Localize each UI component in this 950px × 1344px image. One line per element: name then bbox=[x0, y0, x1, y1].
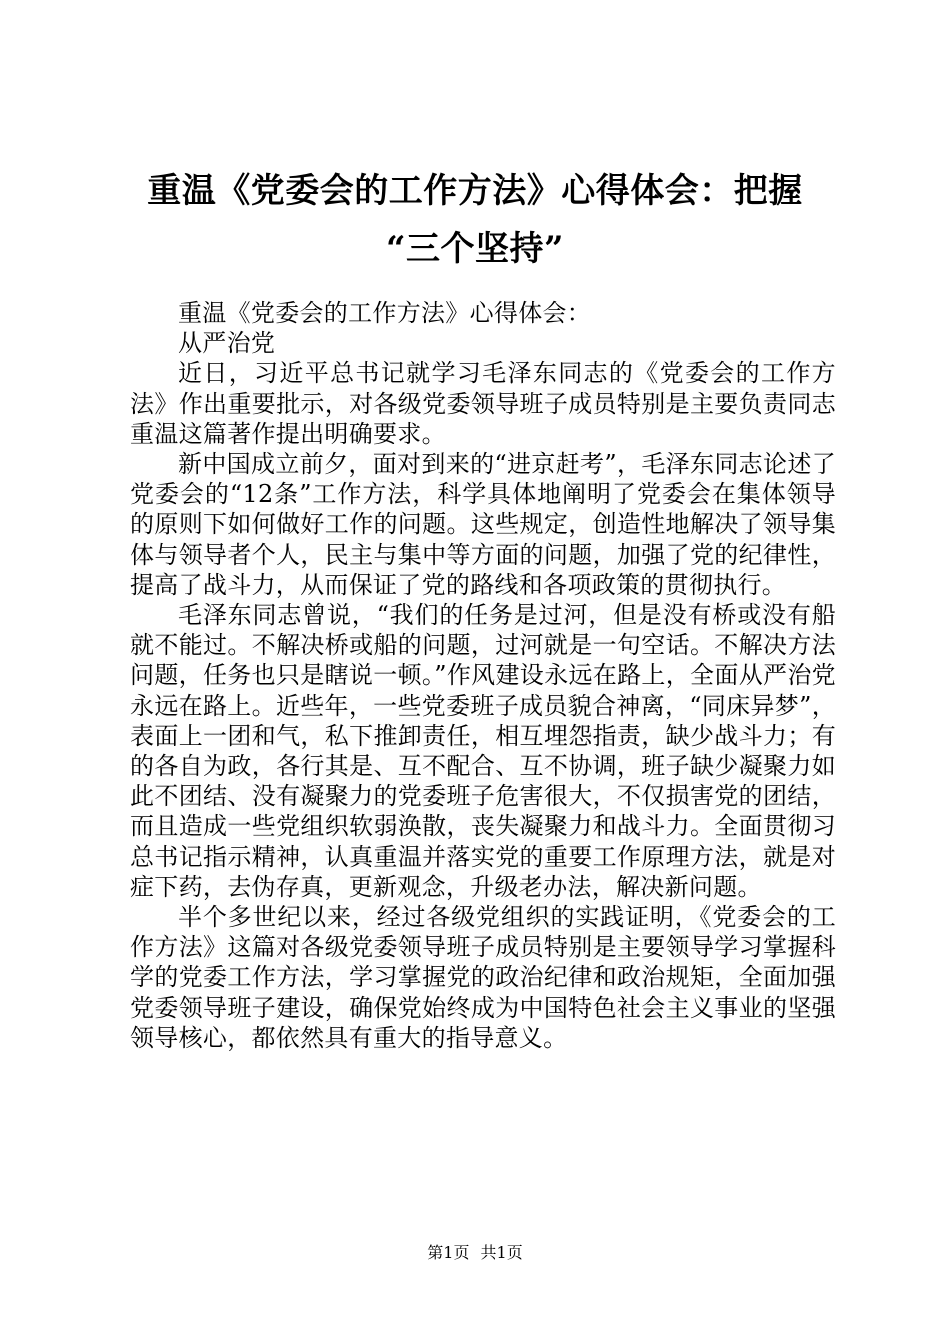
paragraph: 毛泽东同志曾说，“我们的任务是过河，但是没有桥或没有船就不能过。不解决桥或船的问题，过河就是一句空话。不解决方法问题，任务也只是瞎说一顿。”作风建设永远在路上，全面从严治党永远在路上。近些年，一些党委班子成员貌合神离，“同床异梦”，表面上一团和气，私下推卸责任，相互埋怨指责，缺少战斗力；有的各自为政，各行其是、互不配合、互不协调，班子缺少凝聚力如此不团结、没有凝聚力的党委班子危害很大，不仅损害党的团结，而且造成一些党组织软弱涣散，丧失凝聚力和战斗力。全面贯彻习总书记指示精神，认真重温并落实党的重要工作原理方法，就是对症下药，去伪存真，更新观念，升级老办法，解决新问题。 bbox=[130, 601, 836, 901]
page-footer bbox=[0, 1242, 950, 1264]
paragraph-subtitle: 重温《党委会的工作方法》心得体会： bbox=[178, 299, 592, 327]
paragraph-subtitle-continued: 从严治党 bbox=[178, 329, 276, 358]
page-total: 共1页 bbox=[480, 1243, 523, 1262]
paragraph: 新中国成立前夕，面对到来的“进京赶考”，毛泽东同志论述了党委会的“12条”工作方法，科学具体地阐明了党委会在集体领导的原则下如何做好工作的问题。这些规定，创造性地解决了领导集体与领导者个人，民主与集中等方面的问题，加强了党的纪律性，提高了战斗力，从而保证了党的路线和各项政策的贯彻执行。 bbox=[130, 450, 836, 599]
document-title bbox=[120, 162, 830, 278]
paragraph: 半个多世纪以来，经过各级党组织的实践证明，《党委会的工作方法》这篇对各级党委领导班子成员特别是主要领导学习掌握科学的党委工作方法，学习掌握党的政治纪律和政治规矩，全面加强党委领导班子建设，确保党始终成为中国特色社会主义事业的坚强领导核心，都依然具有重大的指导意义。 bbox=[130, 903, 836, 1052]
paragraph: 近日，习近平总书记就学习毛泽东同志的《党委会的工作方法》作出重要批示，对各级党委领导班子成员特别是主要负责同志重温这篇著作提出明确要求。 bbox=[130, 359, 836, 448]
document-title-line-2: “三个坚持” bbox=[385, 229, 565, 269]
document-title-line-1: 重温《党委会的工作方法》心得体会：把握 bbox=[147, 171, 803, 211]
page-number: 第1页 bbox=[427, 1243, 470, 1262]
document-body bbox=[130, 298, 836, 1053]
